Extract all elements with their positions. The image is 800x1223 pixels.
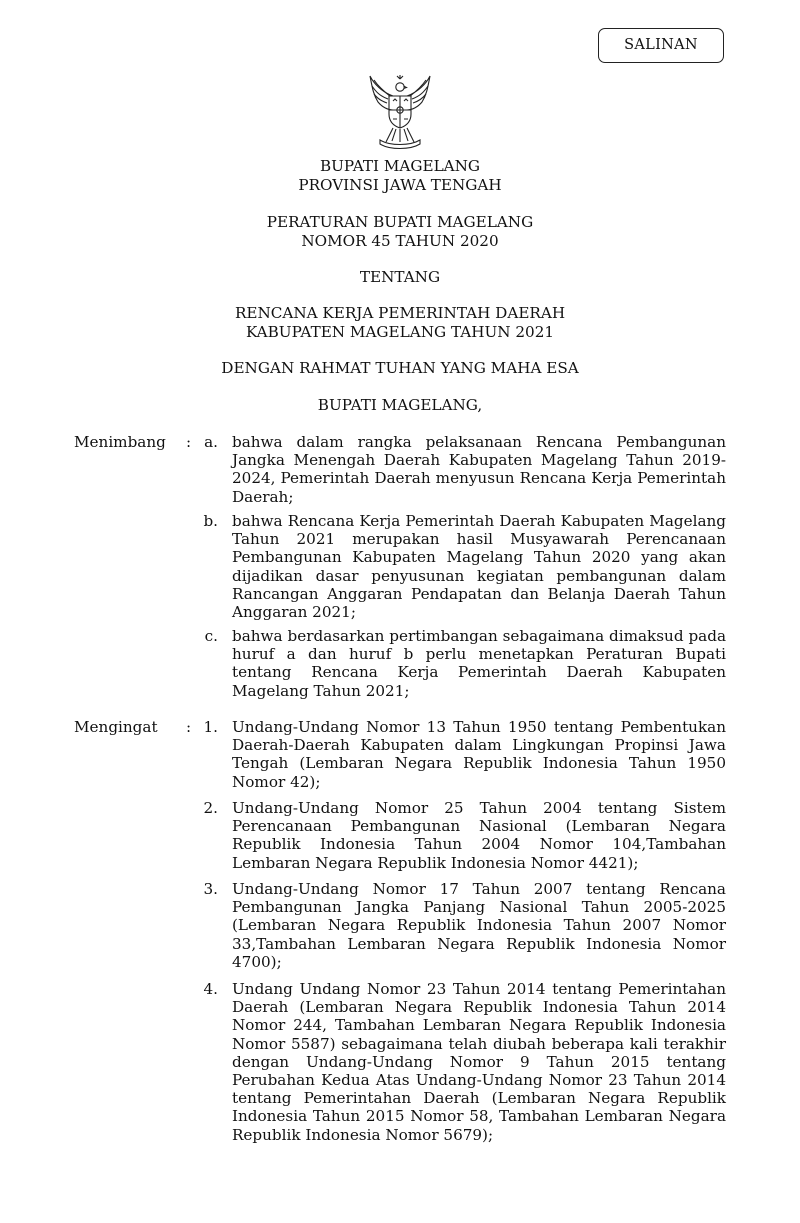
- mengingat-marker-4: 4.: [203, 980, 218, 998]
- authority: BUPATI MAGELANG,: [317, 396, 483, 414]
- mengingat-marker-3: 3.: [203, 880, 218, 898]
- salinan-stamp: SALINAN: [598, 28, 724, 63]
- mengingat-item-4: Undang Undang Nomor 23 Tahun 2014 tentang Pemerintahan Daerah (Lembaran Negara Republik Indonesia Tahun 2014 Nomor 244, Tambahan Lembaran Negara Republik Indonesia Nomor 5587) sebagaimana telah diubah beberapa kali terakhir dengan Undang-Undang Nomor 9 Tahun 2015 tentang Perubahan Kedua Atas Undang-Undang Nomor 23 Tahun 2014 tentang Pemerintahan Daerah (Lembaran Negara Republik Indonesia Tahun 2015 Nomor 58, Tambahan Lembaran Negara Republik Indonesia Nomor 5679);: [232, 980, 726, 1144]
- mengingat-label: Mengingat: [74, 718, 158, 736]
- mengingat-marker-1: 1.: [203, 718, 218, 736]
- header-bupati: BUPATI MAGELANG: [319, 157, 481, 175]
- mengingat-item-2: Undang-Undang Nomor 25 Tahun 2004 tentang Sistem Perencanaan Pembangunan Nasional (Lembaran Negara Republik Indonesia Tahun 2004 Nomor 104,Tambahan Lembaran Negara Republik Indonesia Nomor 4421);: [232, 799, 726, 872]
- preamble: DENGAN RAHMAT TUHAN YANG MAHA ESA: [221, 359, 579, 377]
- menimbang-item-a: bahwa dalam rangka pelaksanaan Rencana Pembangunan Jangka Menengah Daerah Kabupaten Magelang Tahun 2019-2024, Pemerintah Daerah menyusun Rencana Kerja Pemerintah Daerah;: [232, 433, 726, 506]
- regulation-about: TENTANG: [359, 268, 441, 286]
- header-provinsi: PROVINSI JAWA TENGAH: [298, 176, 502, 194]
- regulation-subject-line-2: KABUPATEN MAGELANG TAHUN 2021: [245, 323, 555, 341]
- menimbang-marker-a: a.: [204, 433, 218, 451]
- garuda-emblem-icon: [360, 74, 440, 150]
- mengingat-item-1: Undang-Undang Nomor 13 Tahun 1950 tentang Pembentukan Daerah-Daerah Kabupaten dalam Lingkungan Propinsi Jawa Tengah (Lembaran Negara Republik Indonesia Tahun 1950 Nomor 42);: [232, 718, 726, 791]
- menimbang-item-b: bahwa Rencana Kerja Pemerintah Daerah Kabupaten Magelang Tahun 2021 merupakan hasil Musyawarah Perencanaan Pembangunan Kabupaten Magelang Tahun 2020 yang akan dijadikan dasar penyusunan kegiatan pembangunan dalam Rancangan Anggaran Pendapatan dan Belanja Daerah Tahun Anggaran 2021;: [232, 512, 726, 622]
- mengingat-item-3: Undang-Undang Nomor 17 Tahun 2007 tentang Rencana Pembangunan Jangka Panjang Nasional Tahun 2005-2025 (Lembaran Negara Republik Indonesia Tahun 2007 Nomor 33,Tambahan Lembaran Negara Republik Indonesia Nomor 4700);: [232, 880, 726, 971]
- menimbang-marker-b: b.: [203, 512, 218, 530]
- regulation-subject-line-1: RENCANA KERJA PEMERINTAH DAERAH: [234, 304, 566, 322]
- menimbang-label: Menimbang: [74, 433, 166, 451]
- regulation-title: PERATURAN BUPATI MAGELANG: [266, 213, 534, 231]
- mengingat-colon: :: [186, 718, 192, 736]
- menimbang-colon: :: [186, 433, 192, 451]
- regulation-number: NOMOR 45 TAHUN 2020: [301, 232, 499, 250]
- mengingat-marker-2: 2.: [203, 799, 218, 817]
- menimbang-item-c: bahwa berdasarkan pertimbangan sebagaimana dimaksud pada huruf a dan huruf b perlu menetapkan Peraturan Bupati tentang Rencana Kerja Pemerintah Daerah Kabupaten Magelang Tahun 2021;: [232, 627, 726, 700]
- menimbang-marker-c: c.: [204, 627, 218, 645]
